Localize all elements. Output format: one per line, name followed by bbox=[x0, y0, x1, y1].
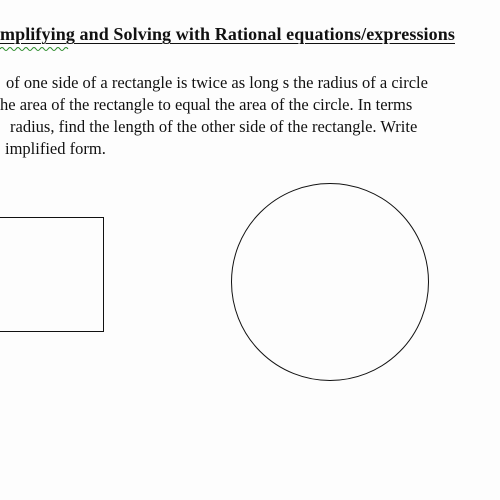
problem-line-2: he area of the rectangle to equal the area of the circle. In terms bbox=[0, 95, 413, 114]
page-title-text: mplifying and Solving with Rational equations/expressions bbox=[0, 24, 455, 44]
problem-line-1: of one side of a rectangle is twice as long s the radius of a circle bbox=[6, 73, 428, 92]
rectangle-figure bbox=[0, 217, 104, 332]
page-title bbox=[0, 24, 455, 45]
problem-line-3: radius, find the length of the other side of the rectangle. Write bbox=[10, 117, 418, 136]
spellcheck-underline bbox=[0, 46, 70, 52]
problem-line-4: implified form. bbox=[5, 139, 106, 158]
problem-statement bbox=[0, 72, 500, 160]
circle-figure bbox=[231, 183, 429, 381]
